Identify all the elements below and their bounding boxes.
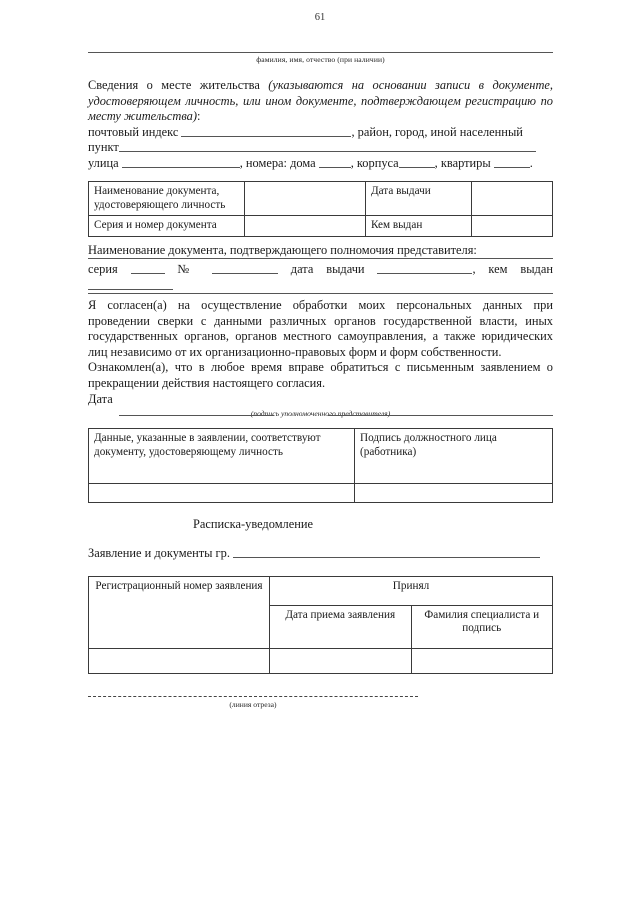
postal-index-label: почтовый индекс <box>88 124 179 139</box>
representative-date-label: дата выдачи <box>290 262 365 276</box>
representative-title-text: Наименование документа, подтверждающего полномочия представителя <box>88 242 474 257</box>
representative-issuer-label: , кем выдан <box>472 262 553 276</box>
document-body <box>88 52 553 709</box>
consent-signature-input[interactable] <box>328 404 553 416</box>
representative-details-line <box>88 262 553 293</box>
consent-date-input[interactable] <box>119 404 274 416</box>
street-line-period: . <box>529 155 533 170</box>
date-signature-row <box>88 391 553 409</box>
identity-issue-date-label: Дата выдачи <box>366 182 472 216</box>
house-number-input[interactable] <box>319 156 351 168</box>
representative-issuer-input[interactable] <box>88 278 173 290</box>
consent-paragraph-2: Ознакомлен(а), что в любое время вправе обратиться с письменным заявлением о прекращении действия настоящего согласия. <box>88 360 553 390</box>
residence-lead-italic: (указываются на основании записи в документе, удостоверяющем личность, или ином документе, подтверждающем регистрацию по месту жительства) <box>88 78 553 123</box>
representative-number-label: № <box>177 262 200 276</box>
verification-left-blank[interactable] <box>89 484 355 503</box>
street-label: улица <box>88 155 119 170</box>
registration-number-value[interactable] <box>89 648 270 673</box>
cut-line <box>88 696 418 697</box>
street-input[interactable] <box>122 156 240 168</box>
representative-series-label: серия <box>88 262 118 276</box>
registration-table <box>88 576 553 674</box>
acceptance-date-header: Дата приема заявления <box>270 605 412 648</box>
table-row <box>89 216 553 237</box>
identity-doc-name-label: Наименование документа, удостоверяющего личность <box>89 182 245 216</box>
postal-index-line <box>88 125 553 141</box>
table-row <box>89 182 553 216</box>
residence-colon: : <box>196 109 201 123</box>
accepted-header: Принял <box>270 576 553 605</box>
representative-title-colon: : <box>473 242 477 257</box>
korpus-label: , корпуса <box>350 155 399 170</box>
acceptance-date-value[interactable] <box>270 648 412 673</box>
specialist-name-header: Фамилия специалиста и подпись <box>411 605 553 648</box>
after-postal-text: , район, город, иной населенный <box>351 124 523 139</box>
kvartira-number-input[interactable] <box>494 156 530 168</box>
consent-date-label: Дата <box>88 392 113 406</box>
table-row <box>89 484 553 503</box>
identity-issue-date-value[interactable] <box>472 182 553 216</box>
kvartira-label: , квартиры <box>434 155 491 170</box>
fio-caption: фамилия, имя, отчество (при наличии) <box>256 55 385 64</box>
receipt-application-input[interactable] <box>233 546 540 558</box>
specialist-name-value[interactable] <box>411 648 553 673</box>
house-label: , номера: дома <box>239 155 316 170</box>
receipt-application-line <box>88 546 553 562</box>
settlement-input[interactable] <box>119 140 536 152</box>
page-number: 61 <box>314 12 326 23</box>
consent-signature-caption: (подпись уполномоченного представителя) <box>250 409 391 418</box>
identity-series-number-value[interactable] <box>245 216 366 237</box>
table-row <box>89 429 553 484</box>
verification-left-text: Данные, указанные в заявлении, соответствуют документу, удостоверяющему личность <box>89 429 355 484</box>
identity-issuer-value[interactable] <box>472 216 553 237</box>
identity-issuer-label: Кем выдан <box>366 216 472 237</box>
korpus-number-input[interactable] <box>399 156 435 168</box>
residence-intro-paragraph <box>88 78 553 125</box>
consent-paragraph-1: Я согласен(а) на осуществление обработки моих персональных данных при проведении сверки с данными различных органов государственной власти, иных государственных органов, органов местного самоуправления, а также юридических лиц независимо от их организационно-правовых форм и форм собственности. <box>88 298 553 359</box>
verification-table <box>88 428 553 503</box>
verification-right-text: Подпись должностного лица (работника) <box>355 429 553 484</box>
cut-line-caption: (линия отреза) <box>229 699 277 709</box>
table-row <box>89 576 553 605</box>
settlement-line <box>88 140 553 156</box>
identity-doc-name-value[interactable] <box>245 182 366 216</box>
registration-number-header: Регистрационный номер заявления <box>89 576 270 648</box>
table-row <box>89 648 553 673</box>
settlement-label: пункт <box>88 140 119 154</box>
receipt-title: Расписка-уведомление <box>193 517 313 531</box>
representative-date-input[interactable] <box>377 262 472 274</box>
street-line <box>88 156 553 172</box>
identity-document-table <box>88 181 553 237</box>
fio-signature-rule <box>88 52 553 53</box>
postal-index-input[interactable] <box>181 125 351 137</box>
representative-number-input[interactable] <box>212 262 278 274</box>
identity-series-number-label: Серия и номер документа <box>89 216 245 237</box>
receipt-application-label: Заявление и документы гр. <box>88 546 230 560</box>
representative-series-input[interactable] <box>131 262 165 274</box>
verification-right-blank[interactable] <box>355 484 553 503</box>
residence-lead-bold: Сведения о месте жительства <box>88 78 260 92</box>
representative-document-title <box>88 243 553 259</box>
